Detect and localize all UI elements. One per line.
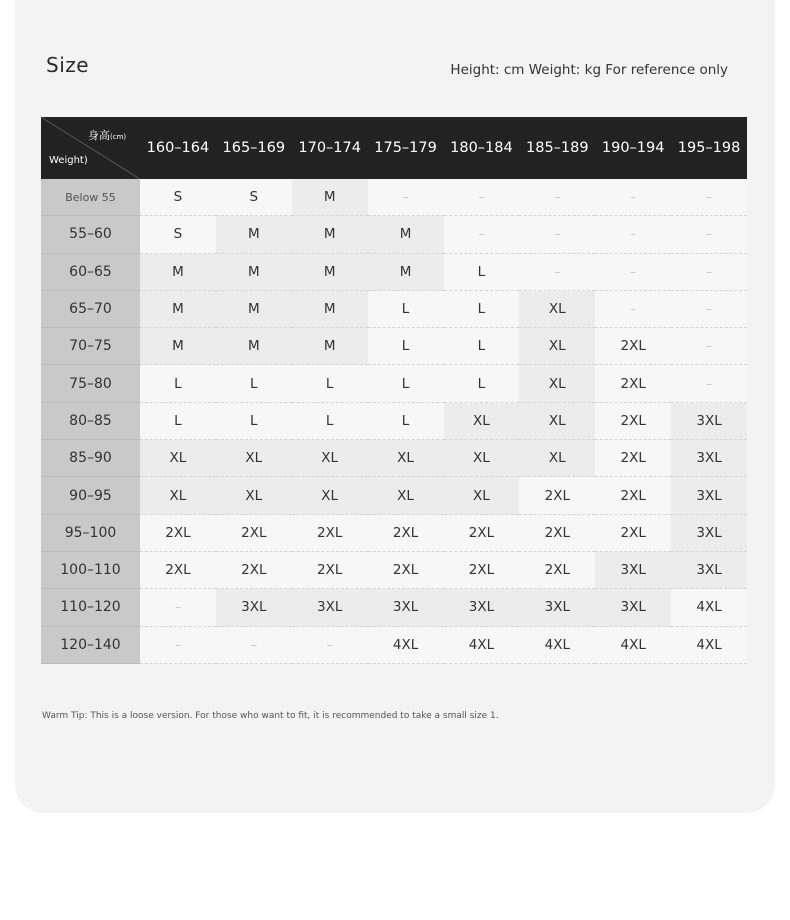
size-cell: – xyxy=(671,328,747,365)
size-cell: 3XL xyxy=(292,589,368,626)
size-cell: XL xyxy=(444,403,520,440)
size-cell: XL xyxy=(444,440,520,477)
size-cell: 2XL xyxy=(292,515,368,552)
column-header: 195–198 xyxy=(677,140,741,156)
weight-range-label: 85–90 xyxy=(41,440,140,477)
size-cell: XL xyxy=(216,477,292,514)
size-table xyxy=(41,117,747,664)
table-row xyxy=(41,216,747,253)
table-row xyxy=(41,365,747,402)
size-cell: – xyxy=(671,254,747,291)
size-cell: 2XL xyxy=(216,515,292,552)
size-cell: S xyxy=(140,179,216,216)
size-cell: – xyxy=(519,179,595,216)
weight-range-label: 60–65 xyxy=(41,254,140,291)
size-cell: M xyxy=(216,328,292,365)
size-cell: 2XL xyxy=(519,477,595,514)
size-cell: L xyxy=(292,403,368,440)
size-cell: L xyxy=(368,365,444,402)
size-cell: 2XL xyxy=(368,515,444,552)
size-cell: 3XL xyxy=(444,589,520,626)
weight-range-label: 90–95 xyxy=(41,477,140,514)
size-cell: – xyxy=(595,291,671,328)
table-row xyxy=(41,627,747,664)
size-cell: – xyxy=(519,254,595,291)
size-cell: M xyxy=(140,254,216,291)
size-cell: L xyxy=(444,254,520,291)
size-cell: XL xyxy=(368,440,444,477)
size-cell: – xyxy=(140,589,216,626)
size-cell: 2XL xyxy=(444,552,520,589)
size-cell: – xyxy=(595,216,671,253)
column-header: 190–194 xyxy=(601,140,665,156)
table-row xyxy=(41,440,747,477)
size-cell: M xyxy=(216,216,292,253)
table-row xyxy=(41,254,747,291)
corner-cell xyxy=(41,117,140,179)
page-title: Size xyxy=(46,53,90,77)
table-header xyxy=(41,117,747,179)
size-cell: 2XL xyxy=(216,552,292,589)
size-cell: 3XL xyxy=(671,477,747,514)
size-cell: XL xyxy=(519,365,595,402)
size-cell: – xyxy=(671,365,747,402)
size-cell: M xyxy=(368,216,444,253)
weight-range-label: 100–110 xyxy=(41,552,140,589)
size-cell: XL xyxy=(140,440,216,477)
weight-range-label: 95–100 xyxy=(41,515,140,552)
size-cell: – xyxy=(444,216,520,253)
weight-range-label: 65–70 xyxy=(41,291,140,328)
size-cell: 2XL xyxy=(595,477,671,514)
weight-range-label: 70–75 xyxy=(41,328,140,365)
size-cell: L xyxy=(216,403,292,440)
size-cell: 4XL xyxy=(595,627,671,664)
size-cell: 3XL xyxy=(671,403,747,440)
size-cell: M xyxy=(216,254,292,291)
size-cell: L xyxy=(140,403,216,440)
weight-range-label: 80–85 xyxy=(41,403,140,440)
size-cell: 4XL xyxy=(444,627,520,664)
weight-range-label: 55–60 xyxy=(41,216,140,253)
size-cell: XL xyxy=(519,328,595,365)
weight-range-label: 110–120 xyxy=(41,589,140,626)
size-cell: – xyxy=(216,627,292,664)
size-cell: – xyxy=(444,179,520,216)
size-cell: M xyxy=(292,291,368,328)
size-cell: – xyxy=(140,627,216,664)
size-cell: – xyxy=(292,627,368,664)
size-cell: XL xyxy=(292,440,368,477)
size-cell: 4XL xyxy=(671,627,747,664)
table-row xyxy=(41,552,747,589)
column-header: 165–169 xyxy=(222,140,286,156)
column-header: 160–164 xyxy=(146,140,210,156)
size-cell: 2XL xyxy=(368,552,444,589)
size-cell: L xyxy=(368,328,444,365)
size-cell: L xyxy=(444,365,520,402)
table-row xyxy=(41,515,747,552)
size-cell: M xyxy=(216,291,292,328)
size-cell: – xyxy=(519,216,595,253)
size-cell: 3XL xyxy=(216,589,292,626)
size-cell: 2XL xyxy=(444,515,520,552)
table-row xyxy=(41,179,747,216)
size-cell: 2XL xyxy=(595,365,671,402)
size-cell: L xyxy=(140,365,216,402)
size-cell: 2XL xyxy=(292,552,368,589)
size-cell: 2XL xyxy=(519,515,595,552)
size-cell: – xyxy=(671,291,747,328)
size-cell: M xyxy=(292,328,368,365)
size-cell: L xyxy=(368,403,444,440)
weight-range-label: Below 55 xyxy=(41,179,140,216)
weight-range-label: 75–80 xyxy=(41,365,140,402)
size-cell: 3XL xyxy=(671,552,747,589)
size-cell: – xyxy=(595,179,671,216)
size-cell: 2XL xyxy=(140,552,216,589)
size-cell: 3XL xyxy=(671,515,747,552)
column-header: 175–179 xyxy=(374,140,437,156)
size-cell: XL xyxy=(519,291,595,328)
table-row xyxy=(41,403,747,440)
size-cell: 3XL xyxy=(519,589,595,626)
size-cell: 3XL xyxy=(595,552,671,589)
size-cell: S xyxy=(140,216,216,253)
size-cell: XL xyxy=(368,477,444,514)
size-cell: 2XL xyxy=(595,403,671,440)
size-cell: M xyxy=(368,254,444,291)
size-cell: 2XL xyxy=(595,328,671,365)
table-row xyxy=(41,291,747,328)
table-row xyxy=(41,477,747,514)
table-row xyxy=(41,589,747,626)
size-cell: 2XL xyxy=(595,515,671,552)
size-cell: – xyxy=(671,179,747,216)
size-cell: XL xyxy=(216,440,292,477)
size-cell: 2XL xyxy=(519,552,595,589)
size-cell: 2XL xyxy=(140,515,216,552)
size-cell: S xyxy=(216,179,292,216)
size-cell: – xyxy=(368,179,444,216)
size-cell: L xyxy=(292,365,368,402)
size-cell: 3XL xyxy=(368,589,444,626)
height-unit: (cm) xyxy=(110,133,127,141)
size-cell: M xyxy=(292,179,368,216)
size-cell: M xyxy=(140,328,216,365)
warm-tip: Warm Tip: This is a loose version. For those who want to fit, it is recommended to take a small size 1. xyxy=(42,711,499,721)
column-header: 180–184 xyxy=(450,140,513,156)
column-header: 170–174 xyxy=(298,140,361,156)
size-cell: XL xyxy=(292,477,368,514)
size-cell: L xyxy=(444,291,520,328)
size-cell: XL xyxy=(444,477,520,514)
size-cell: – xyxy=(595,254,671,291)
size-cell: 4XL xyxy=(671,589,747,626)
size-cell: M xyxy=(292,254,368,291)
size-cell: 4XL xyxy=(368,627,444,664)
weight-label: Weight) xyxy=(49,155,88,166)
size-cell: – xyxy=(671,216,747,253)
size-cell: L xyxy=(444,328,520,365)
size-cell: M xyxy=(140,291,216,328)
weight-range-label: 120–140 xyxy=(41,627,140,664)
height-label xyxy=(88,127,126,143)
size-cell: L xyxy=(368,291,444,328)
size-cell: XL xyxy=(519,440,595,477)
size-cell: XL xyxy=(140,477,216,514)
table-row xyxy=(41,328,747,365)
size-cell: XL xyxy=(519,403,595,440)
size-cell: L xyxy=(216,365,292,402)
table-body xyxy=(41,179,747,664)
size-cell: 2XL xyxy=(595,440,671,477)
height-label-text: 身高 xyxy=(88,129,110,142)
size-cell: 4XL xyxy=(519,627,595,664)
size-cell: 3XL xyxy=(671,440,747,477)
reference-note: Height: cm Weight: kg For reference only xyxy=(450,62,728,78)
size-cell: M xyxy=(292,216,368,253)
size-cell: 3XL xyxy=(595,589,671,626)
column-header: 185–189 xyxy=(526,140,589,156)
